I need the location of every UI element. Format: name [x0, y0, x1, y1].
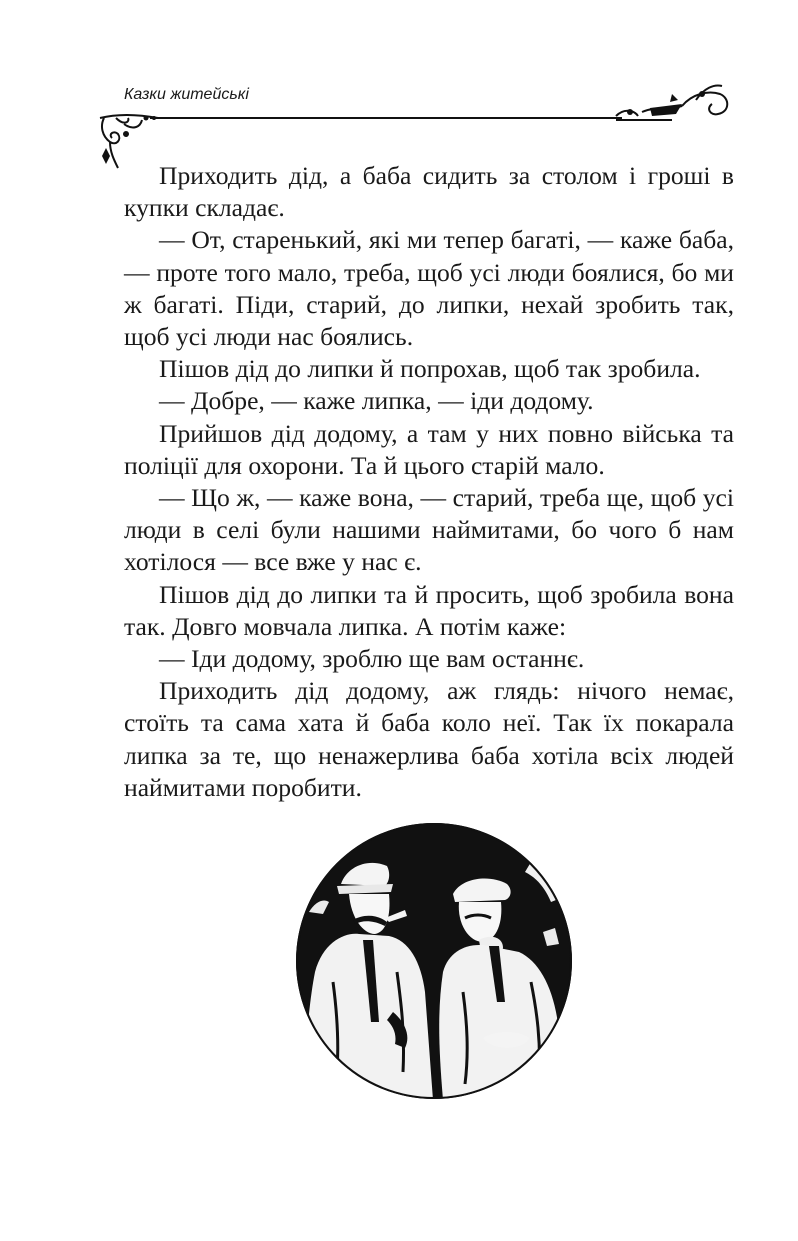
- paragraph: Приходить дід додому, аж глядь: нічого немає, стоїть та сама хата й баба коло неї. Так їх покарала липка за те, що ненажерлива баба хотіла всіх людей наймитами поробити.: [124, 676, 734, 802]
- story-text: [124, 160, 734, 804]
- header-rule: [150, 117, 622, 119]
- flourish-right-icon: [612, 80, 734, 128]
- paragraph: Пішов дід до липки й попрохав, щоб так зробила.: [159, 354, 701, 384]
- paragraph: — Іди додому, зроблю ще вам останнє.: [159, 644, 585, 674]
- paragraph: — От, старенький, які ми тепер багаті, — каже баба, — проте того мало, треба, щоб усі люди боялися, бо ми ж багаті. Піди, старий, до липки, нехай зробить так, щоб усі люди нас боялись.: [124, 225, 734, 352]
- paragraph: Прийшов дід додому, а там у них повно війська та поліції для охорони. Та й цього старій мало.: [124, 418, 734, 480]
- paragraph: — Що ж, — каже вона, — старий, треба ще, щоб усі люди в селі були нашими наймитами, бо чого б нам хотілося — все вже у нас є.: [124, 483, 734, 577]
- paragraph: Пішов дід до липки та й просить, щоб зробила вона так. Довго мовчала липка. А потім каже:: [124, 579, 734, 641]
- illustration-two-men-icon: [293, 822, 575, 1100]
- paragraph: Приходить дід, а баба сидить за столом і гроші в купки складає.: [124, 161, 734, 223]
- running-title: Казки житейські: [124, 86, 249, 103]
- paragraph: — Добре, — каже липка, — іди додому.: [159, 386, 594, 416]
